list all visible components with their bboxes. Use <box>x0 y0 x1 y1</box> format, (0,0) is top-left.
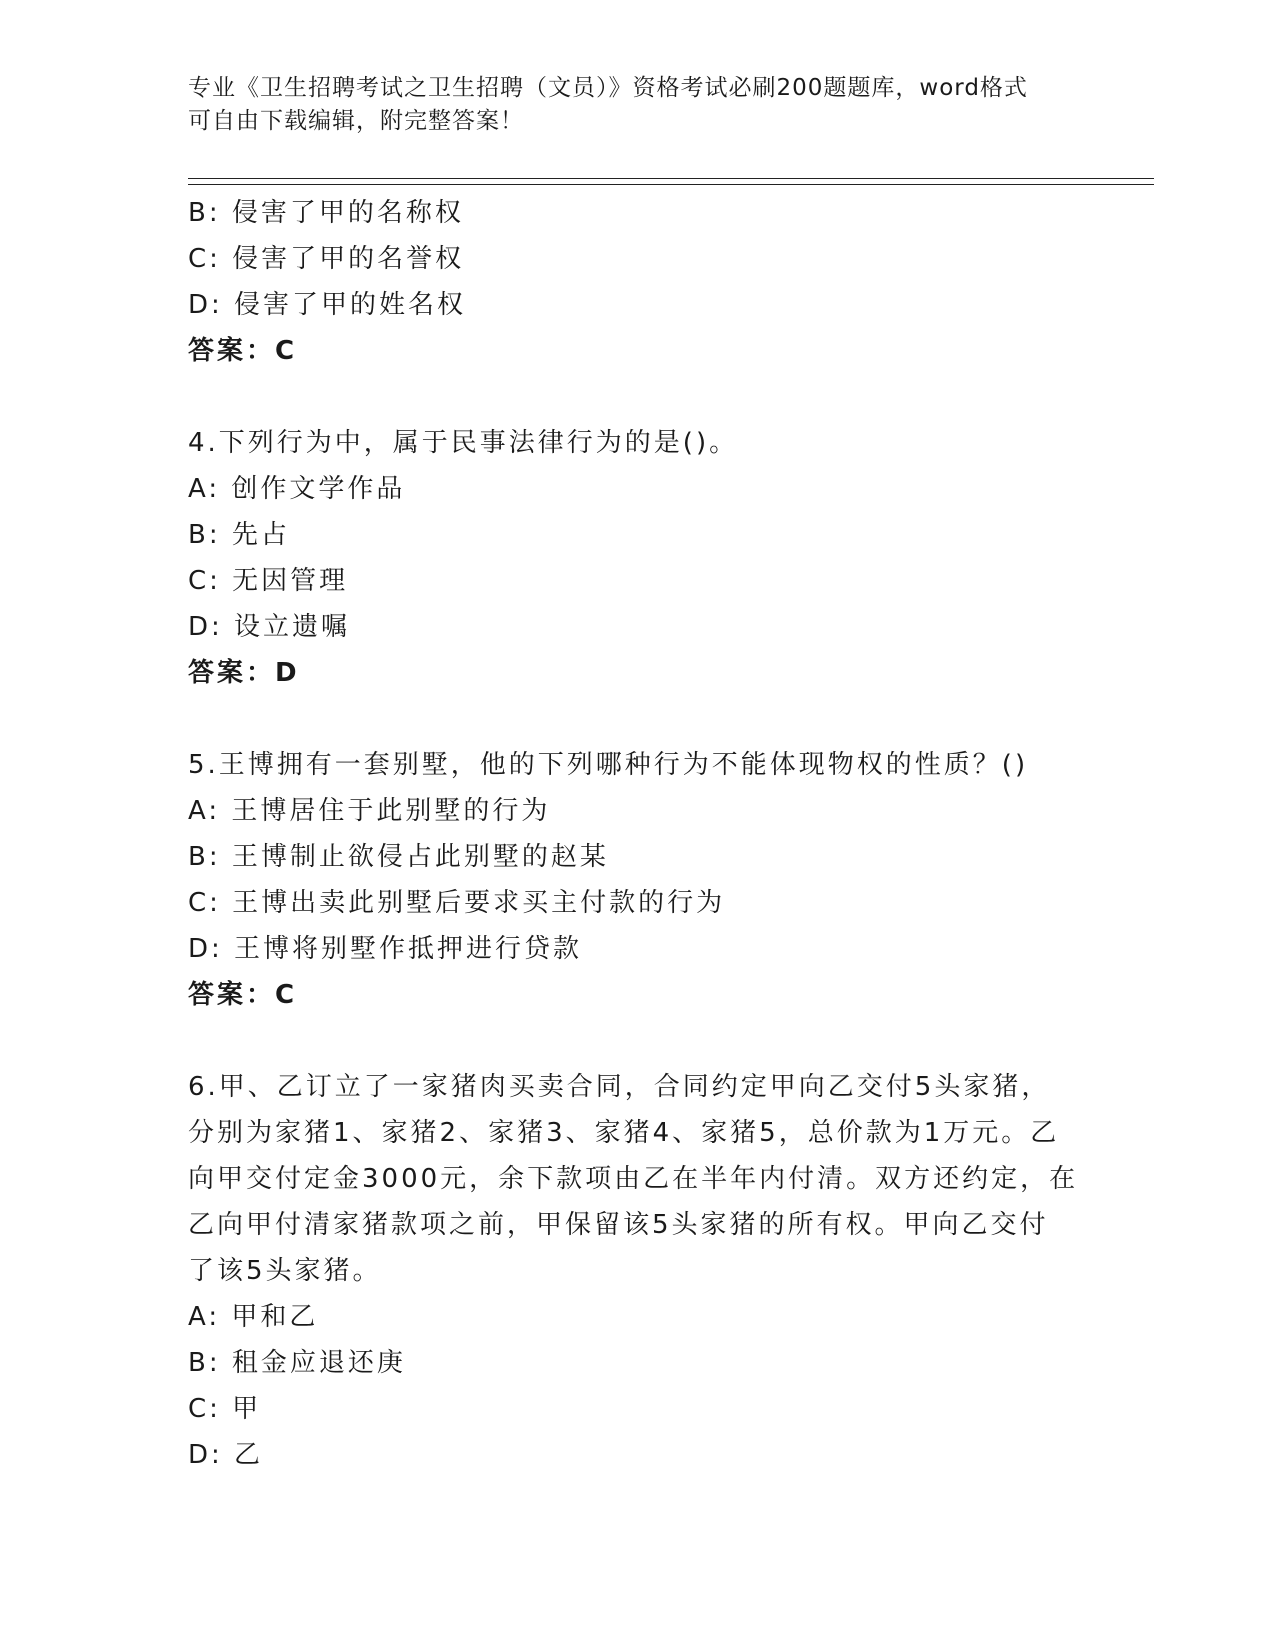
option-a: A: 创作文学作品 <box>188 474 406 504</box>
option-c: C: 无因管理 <box>188 566 349 596</box>
option-a: A: 王博居住于此别墅的行为 <box>188 796 551 826</box>
option-c: C: 王博出卖此别墅后要求买主付款的行为 <box>188 888 726 918</box>
document-header <box>188 72 1068 138</box>
header-rule-top <box>188 178 1154 179</box>
question-6 <box>188 1064 1088 1478</box>
question-stem: 5.王博拥有一套别墅，他的下列哪种行为不能体现物权的性质？() <box>188 750 1029 780</box>
question-stem-line: 乙向甲付清家猪款项之前，甲保留该5头家猪的所有权。甲向乙交付 <box>188 1210 1049 1240</box>
option-a: A: 甲和乙 <box>188 1302 319 1332</box>
answer: 答案：D <box>188 658 300 688</box>
question-stem-line: 向甲交付定金3000元，余下款项由乙在半年内付清。双方还约定，在 <box>188 1164 1079 1194</box>
question-3-tail <box>188 190 1088 374</box>
option-c: C: 甲 <box>188 1394 262 1424</box>
question-stem-line: 6.甲、乙订立了一家猪肉买卖合同，合同约定甲向乙交付5头家猪， <box>188 1072 1051 1102</box>
option-c: C: 侵害了甲的名誉权 <box>188 244 465 274</box>
option-d: D: 设立遗嘱 <box>188 612 351 642</box>
document-body <box>188 190 1088 1478</box>
option-b: B: 王博制止欲侵占此别墅的赵某 <box>188 842 609 872</box>
header-rule-bottom <box>188 184 1154 185</box>
option-d: D: 王博将别墅作抵押进行贷款 <box>188 934 583 964</box>
question-stem-line: 分别为家猪1、家猪2、家猪3、家猪4、家猪5，总价款为1万元。乙 <box>188 1118 1060 1148</box>
option-d: D: 侵害了甲的姓名权 <box>188 290 467 320</box>
question-4 <box>188 420 1088 696</box>
question-stem: 4.下列行为中，属于民事法律行为的是()。 <box>188 428 739 458</box>
answer: 答案：C <box>188 336 298 366</box>
answer: 答案：C <box>188 980 298 1010</box>
option-b: B: 侵害了甲的名称权 <box>188 198 464 228</box>
option-b: B: 租金应退还庚 <box>188 1348 406 1378</box>
header-line-1: 专业《卫生招聘考试之卫生招聘（文员）》资格考试必刷200题题库，word格式 <box>188 75 1028 101</box>
question-stem-line: 了该5头家猪。 <box>188 1256 382 1286</box>
option-d: D: 乙 <box>188 1440 264 1470</box>
question-5 <box>188 742 1088 1018</box>
header-line-2: 可自由下载编辑，附完整答案！ <box>188 108 524 134</box>
option-b: B: 先占 <box>188 520 290 550</box>
